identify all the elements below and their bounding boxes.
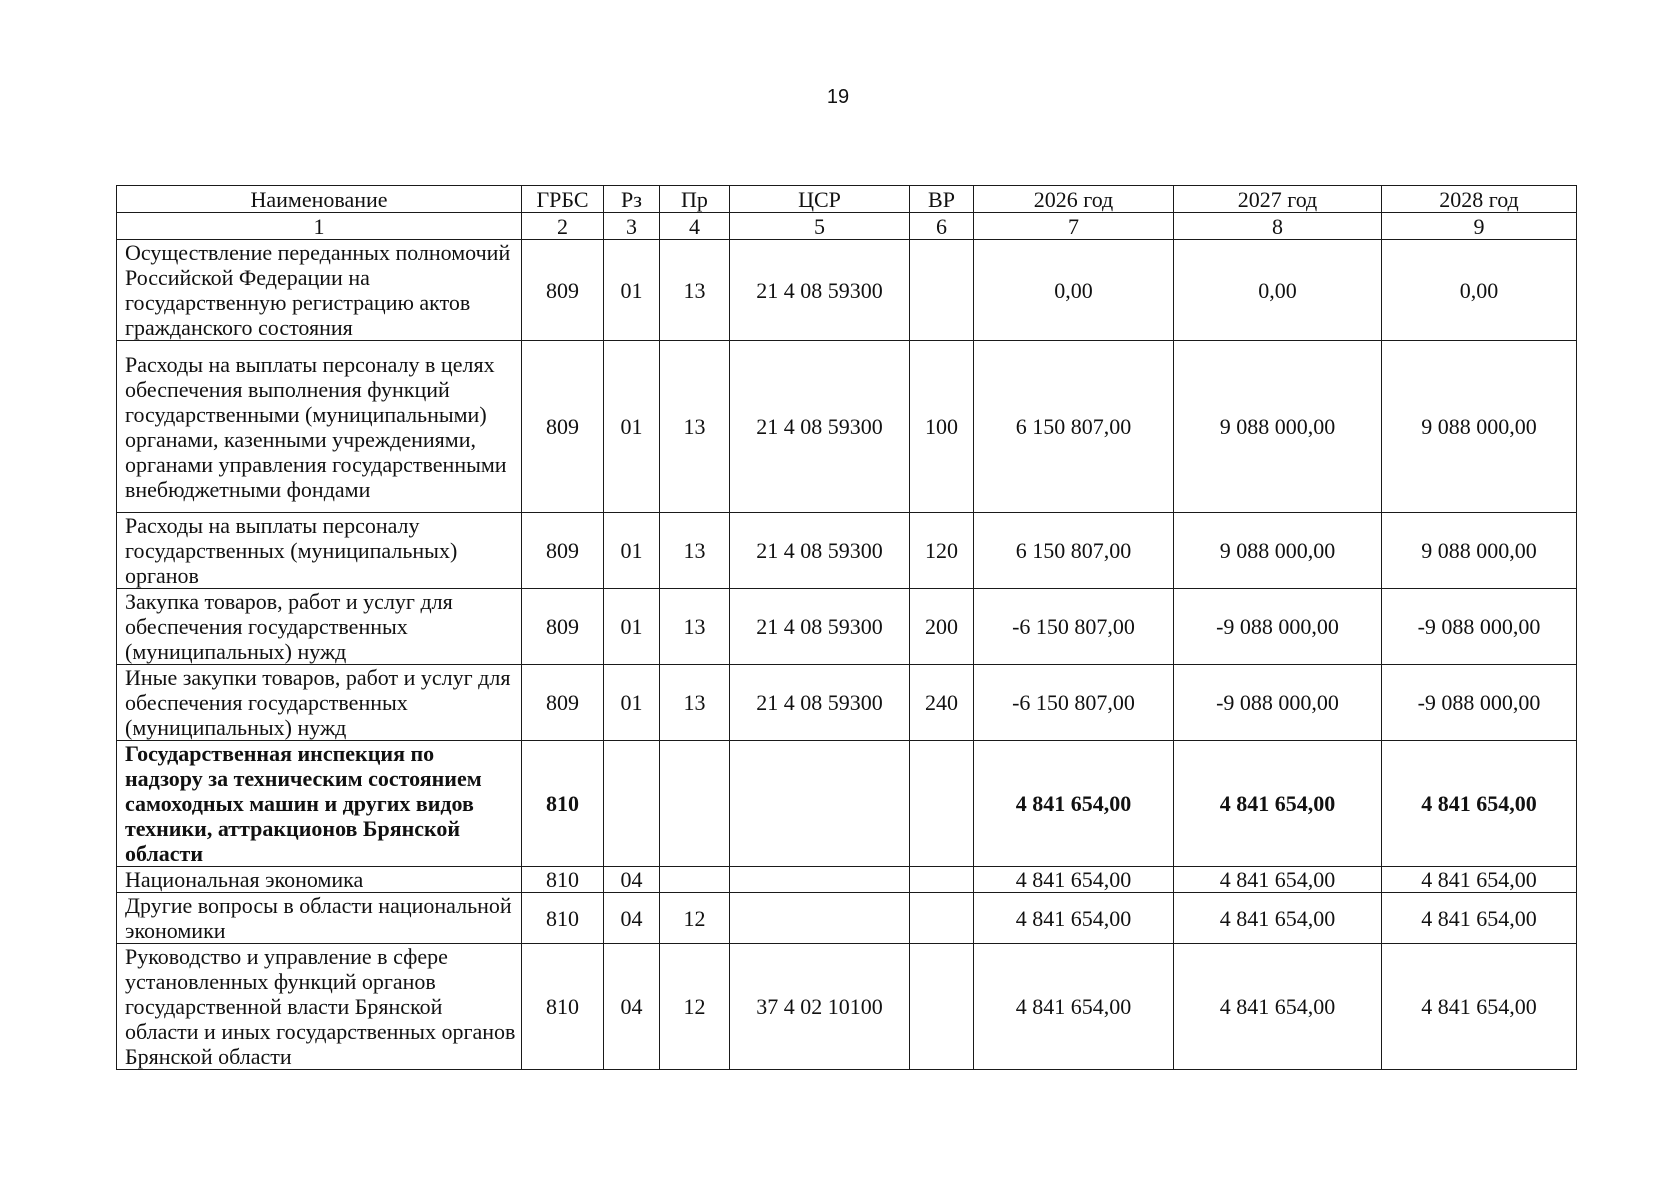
header-grbs: ГРБС — [522, 186, 604, 213]
cell-csr — [730, 867, 910, 893]
cell-2027: 4 841 654,00 — [1174, 944, 1382, 1070]
cell-csr: 37 4 02 10100 — [730, 944, 910, 1070]
cell-rz: 01 — [604, 240, 660, 341]
cell-vr — [910, 741, 974, 867]
cell-2027: -9 088 000,00 — [1174, 665, 1382, 741]
column-number: 8 — [1174, 213, 1382, 240]
cell-vr — [910, 944, 974, 1070]
column-number: 1 — [117, 213, 522, 240]
table-row — [117, 944, 1577, 1070]
cell-grbs: 809 — [522, 665, 604, 741]
column-number: 4 — [660, 213, 730, 240]
cell-csr: 21 4 08 59300 — [730, 665, 910, 741]
table-row — [117, 665, 1577, 741]
cell-csr: 21 4 08 59300 — [730, 589, 910, 665]
cell-name: Руководство и управление в сфере установленных функций органов государственной власти Брянской области и иных государственных органов Брянской области — [117, 944, 522, 1070]
cell-name: Закупка товаров, работ и услуг для обеспечения государственных (муниципальных) нужд — [117, 589, 522, 665]
cell-2026: 4 841 654,00 — [974, 741, 1174, 867]
cell-pr: 13 — [660, 341, 730, 513]
column-number: 2 — [522, 213, 604, 240]
column-number-row — [117, 213, 1577, 240]
cell-2028: 9 088 000,00 — [1382, 513, 1577, 589]
cell-vr — [910, 240, 974, 341]
cell-rz — [604, 741, 660, 867]
cell-2026: 6 150 807,00 — [974, 513, 1174, 589]
cell-vr: 120 — [910, 513, 974, 589]
cell-csr: 21 4 08 59300 — [730, 513, 910, 589]
cell-pr: 13 — [660, 665, 730, 741]
cell-pr: 12 — [660, 944, 730, 1070]
cell-2028: 4 841 654,00 — [1382, 893, 1577, 944]
cell-grbs: 809 — [522, 341, 604, 513]
table-row — [117, 341, 1577, 513]
column-number: 9 — [1382, 213, 1577, 240]
cell-name: Государственная инспекция по надзору за техническим состоянием самоходных машин и других видов техники, аттракционов Брянской области — [117, 741, 522, 867]
cell-csr — [730, 893, 910, 944]
cell-name: Иные закупки товаров, работ и услуг для обеспечения государственных (муниципальных) нужд — [117, 665, 522, 741]
cell-2026: 6 150 807,00 — [974, 341, 1174, 513]
cell-vr: 240 — [910, 665, 974, 741]
header-2028: 2028 год — [1382, 186, 1577, 213]
cell-2028: 9 088 000,00 — [1382, 341, 1577, 513]
cell-rz: 04 — [604, 893, 660, 944]
cell-2028: 4 841 654,00 — [1382, 944, 1577, 1070]
header-vr: ВР — [910, 186, 974, 213]
cell-rz: 01 — [604, 589, 660, 665]
column-number: 3 — [604, 213, 660, 240]
cell-2028: -9 088 000,00 — [1382, 665, 1577, 741]
cell-name: Национальная экономика — [117, 867, 522, 893]
cell-rz: 04 — [604, 944, 660, 1070]
cell-name: Осуществление переданных полномочий Российской Федерации на государственную регистрацию актов гражданского состояния — [117, 240, 522, 341]
cell-pr: 12 — [660, 893, 730, 944]
cell-name: Другие вопросы в области национальной экономики — [117, 893, 522, 944]
cell-pr: 13 — [660, 240, 730, 341]
cell-grbs: 810 — [522, 867, 604, 893]
cell-2027: 0,00 — [1174, 240, 1382, 341]
table-row — [117, 741, 1577, 867]
cell-2027: 4 841 654,00 — [1174, 741, 1382, 867]
cell-2028: -9 088 000,00 — [1382, 589, 1577, 665]
cell-csr: 21 4 08 59300 — [730, 341, 910, 513]
column-number: 6 — [910, 213, 974, 240]
cell-2027: 4 841 654,00 — [1174, 893, 1382, 944]
cell-rz: 01 — [604, 513, 660, 589]
cell-grbs: 810 — [522, 893, 604, 944]
cell-grbs: 810 — [522, 741, 604, 867]
cell-2026: -6 150 807,00 — [974, 589, 1174, 665]
cell-rz: 04 — [604, 867, 660, 893]
cell-2026: 0,00 — [974, 240, 1174, 341]
header-rz: Рз — [604, 186, 660, 213]
header-2026: 2026 год — [974, 186, 1174, 213]
table-row — [117, 589, 1577, 665]
cell-vr — [910, 893, 974, 944]
cell-grbs: 809 — [522, 513, 604, 589]
cell-vr: 200 — [910, 589, 974, 665]
cell-2028: 0,00 — [1382, 240, 1577, 341]
cell-2027: 9 088 000,00 — [1174, 513, 1382, 589]
cell-2026: 4 841 654,00 — [974, 867, 1174, 893]
cell-pr — [660, 867, 730, 893]
table-row — [117, 893, 1577, 944]
header-pr: Пр — [660, 186, 730, 213]
cell-2027: 9 088 000,00 — [1174, 341, 1382, 513]
cell-vr — [910, 867, 974, 893]
header-csr: ЦСР — [730, 186, 910, 213]
column-number: 5 — [730, 213, 910, 240]
cell-pr: 13 — [660, 589, 730, 665]
cell-2028: 4 841 654,00 — [1382, 867, 1577, 893]
cell-csr — [730, 741, 910, 867]
cell-name: Расходы на выплаты персоналу в целях обеспечения выполнения функций государственными (муниципальными) органами, казенными учреждениями, органами управления государственными внебюджетными фондами — [117, 341, 522, 513]
column-number: 7 — [974, 213, 1174, 240]
table-row — [117, 867, 1577, 893]
cell-2026: 4 841 654,00 — [974, 893, 1174, 944]
cell-grbs: 809 — [522, 589, 604, 665]
cell-grbs: 809 — [522, 240, 604, 341]
cell-2027: 4 841 654,00 — [1174, 867, 1382, 893]
header-2027: 2027 год — [1174, 186, 1382, 213]
cell-2027: -9 088 000,00 — [1174, 589, 1382, 665]
budget-table — [116, 185, 1577, 1070]
cell-2026: -6 150 807,00 — [974, 665, 1174, 741]
cell-2026: 4 841 654,00 — [974, 944, 1174, 1070]
page-number: 19 — [826, 86, 850, 108]
header-row — [117, 186, 1577, 213]
cell-pr — [660, 741, 730, 867]
cell-pr: 13 — [660, 513, 730, 589]
table-row — [117, 240, 1577, 341]
cell-name: Расходы на выплаты персоналу государственных (муниципальных) органов — [117, 513, 522, 589]
cell-csr: 21 4 08 59300 — [730, 240, 910, 341]
cell-vr: 100 — [910, 341, 974, 513]
cell-2028: 4 841 654,00 — [1382, 741, 1577, 867]
cell-grbs: 810 — [522, 944, 604, 1070]
header-name: Наименование — [117, 186, 522, 213]
cell-rz: 01 — [604, 665, 660, 741]
table-row — [117, 513, 1577, 589]
cell-rz: 01 — [604, 341, 660, 513]
